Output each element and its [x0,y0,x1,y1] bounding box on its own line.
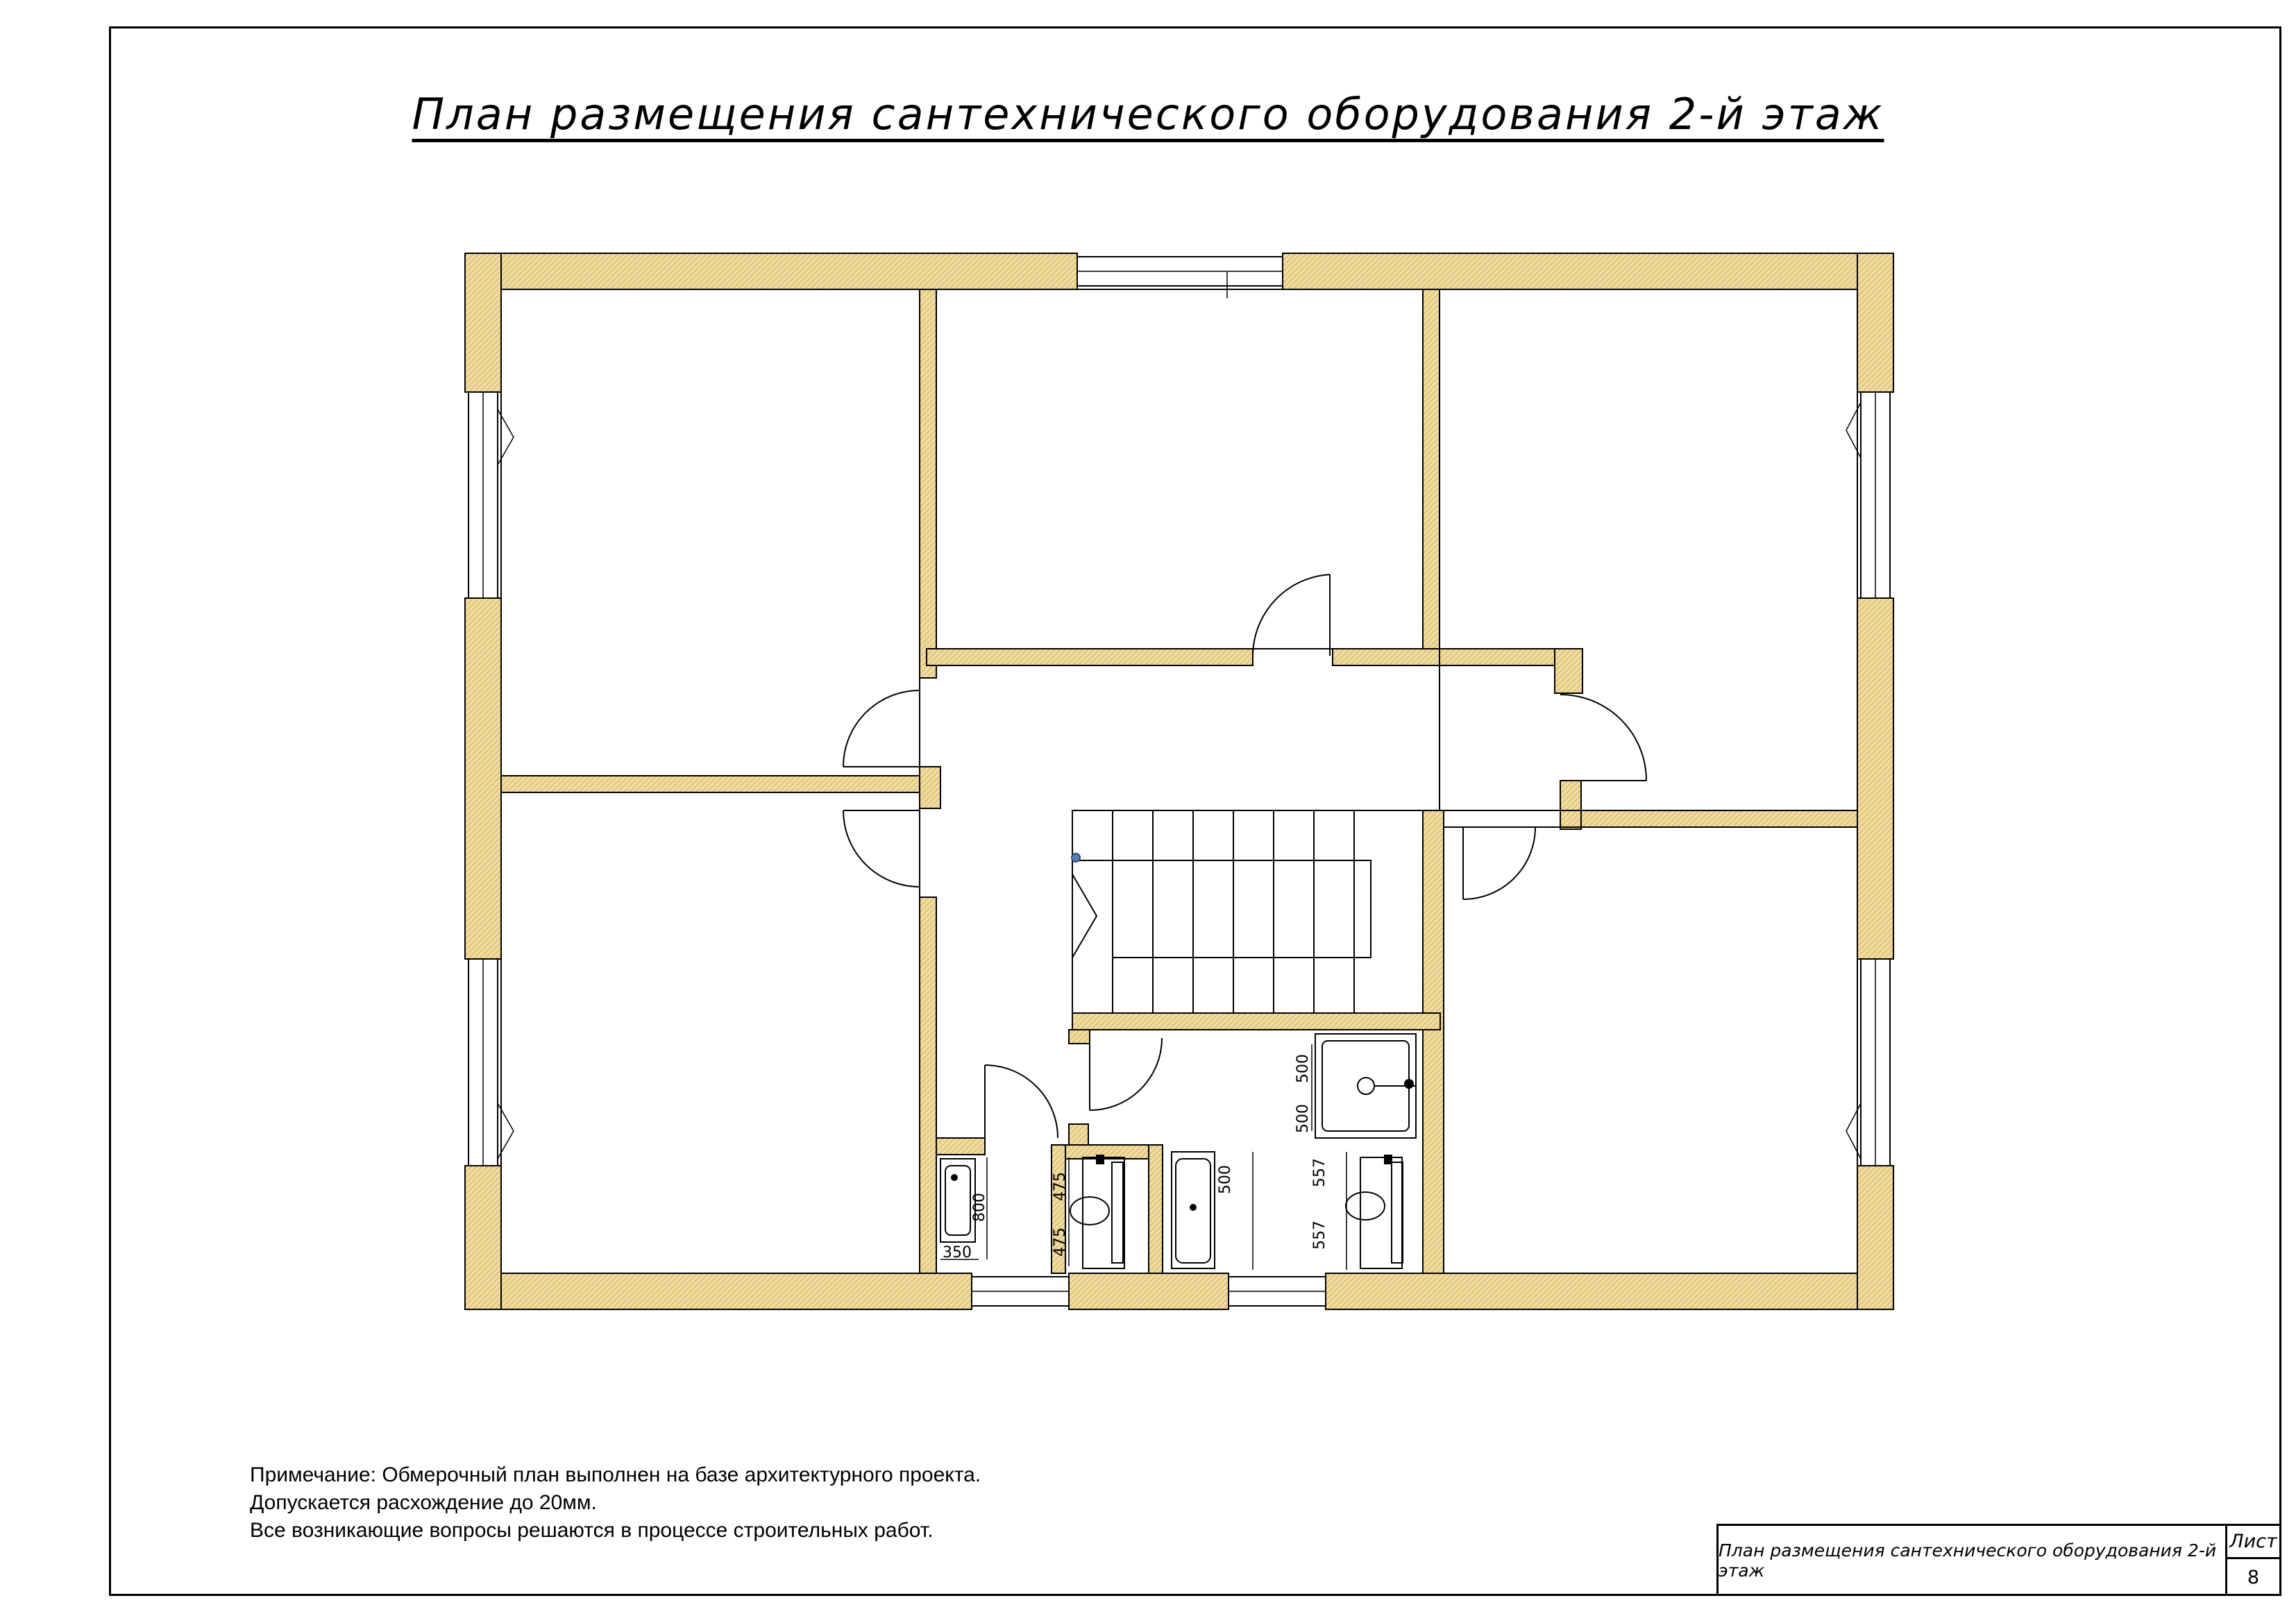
bathtub [1172,1152,1215,1268]
stair-well [1113,860,1371,958]
note-line-2: Допускается расхождение до 20мм. [250,1491,597,1514]
stair-break-line [1072,874,1097,958]
door-right-upper [1560,695,1646,781]
drawing-title-text: План размещения сантехническогo оборудования 2-й этаж [412,89,1884,139]
room-top-left [501,289,920,776]
door-bath-left [985,1065,1058,1138]
partition-h-left [501,776,931,792]
corridor-stub-right [1555,649,1582,693]
dim-557-lower: 557 [1311,1221,1328,1250]
room-bottom-right [1444,827,1857,1273]
stair-start-marker [1072,853,1080,862]
bath-wall-f [1069,1030,1090,1044]
corridor-wall-top-left [927,649,1253,665]
wall-bottom-right [1326,1273,1893,1309]
partition-h-right [1560,810,1857,827]
wall-top-right [1283,253,1893,289]
stair-treads [1113,810,1354,1013]
bath-wall-d [1149,1145,1163,1273]
room-bottom-left [501,792,920,1273]
dim-500-shower-upper: 500 [1294,1054,1312,1083]
wall-bottom-mid [1069,1273,1229,1309]
note-line-3: Все возникающие вопросы решаются в процессе строительных работ. [250,1519,934,1542]
dim-500-shower-lower: 500 [1294,1104,1312,1133]
stair-wall-bottom [1072,1013,1440,1030]
wall-left-c [465,1166,501,1309]
door-left-lower [843,810,920,887]
partition-v-2 [1423,289,1440,650]
door-top-middle [1253,575,1330,656]
dim-475-lower: 475 [1052,1227,1069,1257]
room-top-right [1440,289,1857,810]
corridor-wall-top-right [1333,649,1582,665]
wall-left-a [465,253,501,392]
dim-500-bath: 500 [1217,1165,1234,1194]
wall-right-c [1857,1166,1893,1309]
wall-bottom-left [465,1273,972,1309]
dim-800: 800 [971,1193,988,1222]
drawing-notes [250,1461,981,1545]
title-block-sheet-label: Лист [2227,1526,2279,1559]
partition-v-1 [920,289,936,678]
dim-350: 350 [943,1244,972,1261]
title-block-description: План размещения сантехническогo оборудования 2-й этаж [1719,1526,2227,1595]
door-right-lower [1463,827,1535,899]
dim-557-upper: 557 [1311,1158,1328,1187]
note-line-1: Примечание: Обмерочный план выполнен на базе архитектурного проекта. [250,1463,981,1486]
partition-v-right-stub [1560,781,1581,829]
bath-wall-a [936,1138,985,1155]
toilet-right [1346,1155,1403,1268]
wall-right-a [1857,253,1893,392]
title-block [1716,1524,2279,1595]
toilet-left [1070,1155,1124,1268]
room-top-middle [936,289,1423,649]
staircase [1072,810,1423,1013]
wall-right-b [1857,598,1893,959]
stair-wall-right [1423,810,1444,1273]
partition-v-left-stub [920,767,940,808]
wall-left-b [465,598,501,959]
title-block-sheet-number: 8 [2247,1566,2260,1588]
shower-cabin [1315,1034,1416,1138]
washbasin-left [940,1159,975,1242]
partition-v-3 [920,897,936,1273]
door-bath-right [1090,1038,1162,1110]
wall-top-left [465,253,1077,289]
interior-walls [501,289,1857,1273]
dim-475-upper: 475 [1052,1172,1069,1201]
door-left-upper [843,690,920,767]
